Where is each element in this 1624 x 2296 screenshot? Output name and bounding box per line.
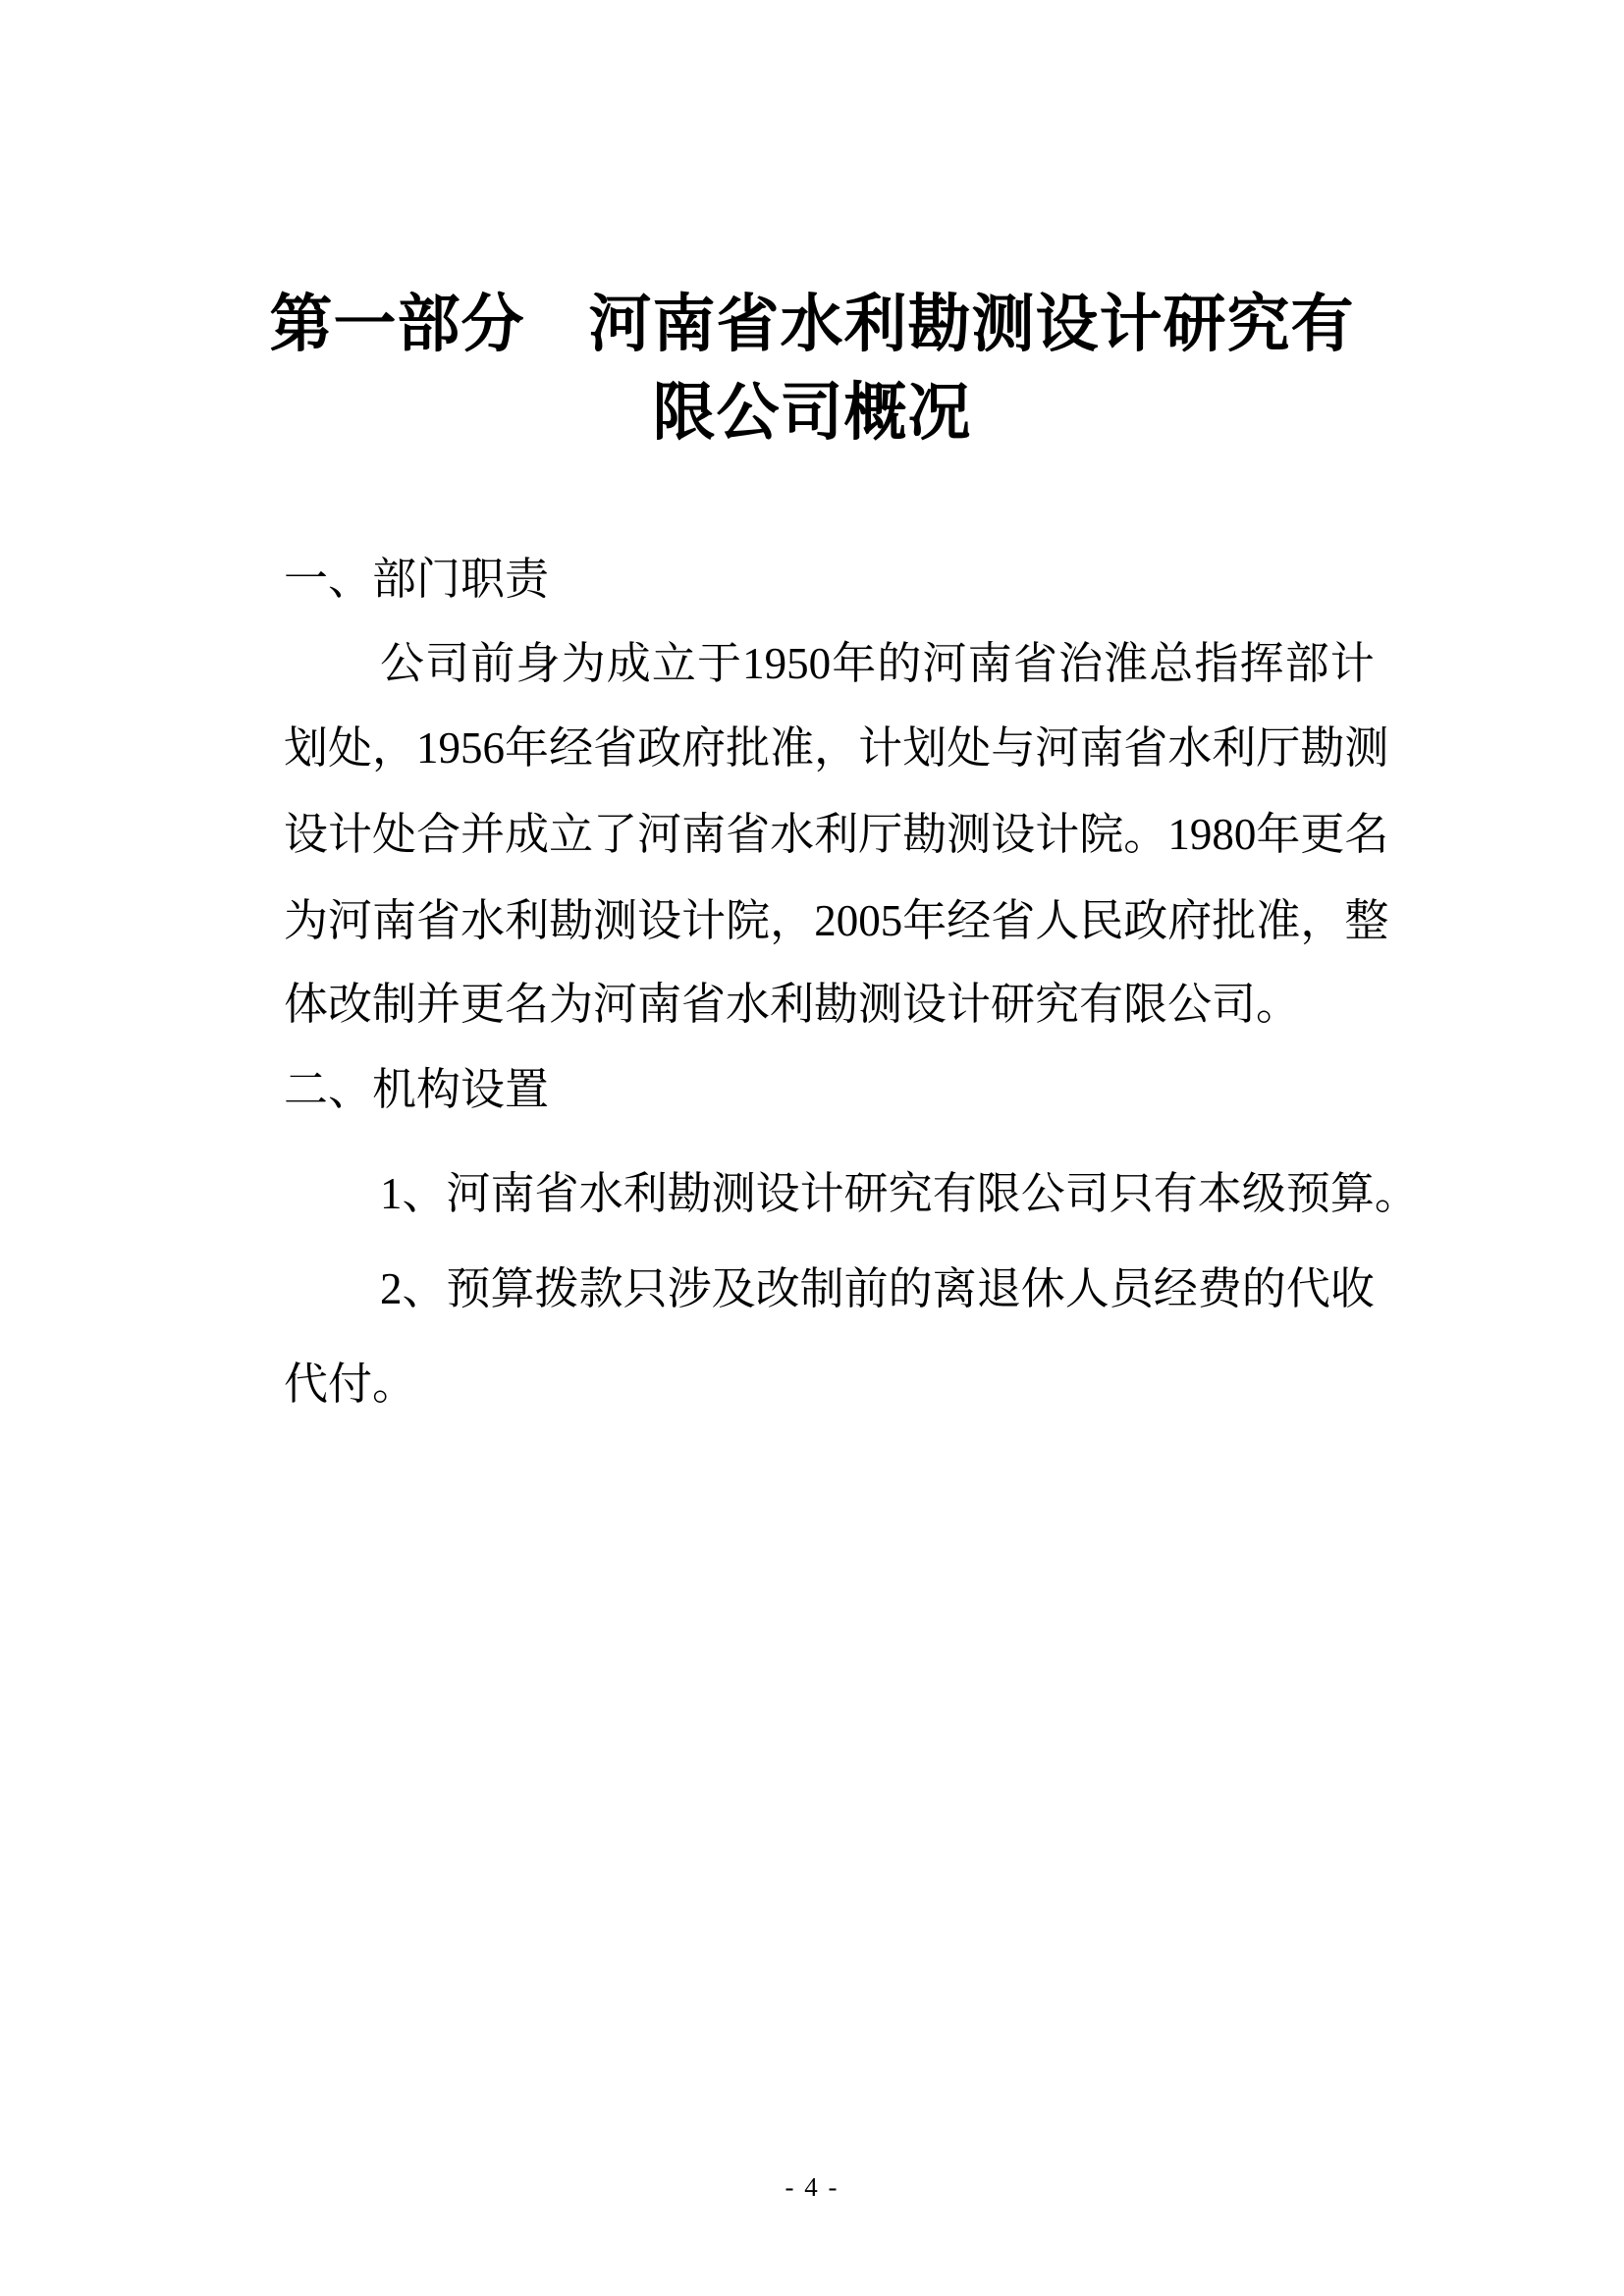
document-title [0, 280, 1624, 456]
section-1-heading: 一、部门职责 [284, 555, 550, 604]
title-line-1: 第一部分 河南省水利勘测设计研究有 [269, 289, 1355, 359]
list-item-2-line-2: 代付。 [284, 1360, 417, 1409]
list-item-2-line-1: 2 、 预 算 拨 款 只 涉 及 改 制 前 的 离 退 休 人 员 经 费 的 代 收 [380, 1264, 1375, 1313]
title-line-2: 限公司概况 [652, 377, 972, 448]
paragraph-1-line-4: 为 河 南 省 水 利 勘 测 设 计 院 ， 2005 年 经 省 人 民 政 府 批 准 ， 整 [284, 896, 1389, 945]
page-number: - 4 - [785, 2172, 839, 2202]
section-2-heading: 二、机构设置 [284, 1065, 550, 1114]
paragraph-1-line-1: 公 司 前 身 为 成 立 于 1950 年 的 河 南 省 治 淮 总 指 挥 部 计 [380, 639, 1375, 688]
list-item-1: 1 、 河 南 省 水 利 勘 测 设 计 研 究 有 限 公 司 只 有 本 级 预 算 。 [380, 1169, 1419, 1218]
paragraph-1-line-2: 划 处 ， 1956 年 经 省 政 府 批 准 ， 计 划 处 与 河 南 省 水 利 厅 勘 测 [284, 723, 1389, 773]
paragraph-1-line-5: 体改制并更名为河南省水利勘测设计研究有限公司。 [284, 980, 1301, 1029]
paragraph-1-line-3: 设 计 处 合 并 成 立 了 河 南 省 水 利 厅 勘 测 设 计 院 。 1980 年 更 名 [284, 810, 1389, 859]
